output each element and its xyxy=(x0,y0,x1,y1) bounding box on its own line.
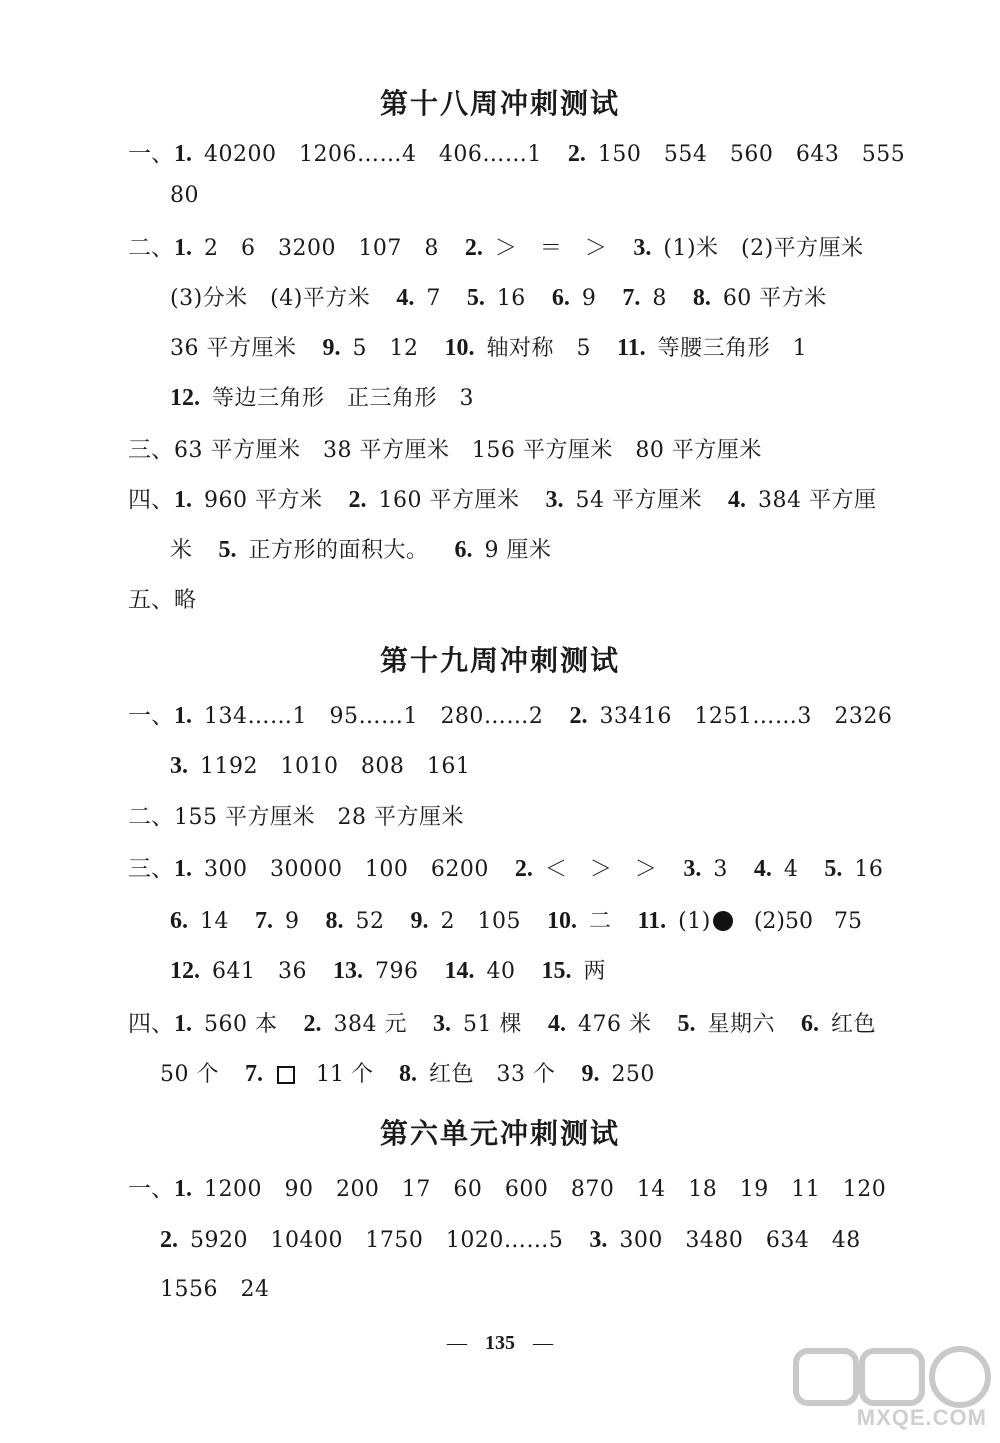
question-number: 1. xyxy=(174,235,192,261)
answer-line xyxy=(170,955,606,988)
answer-line xyxy=(128,853,883,886)
answer-value: (1) xyxy=(678,909,711,934)
question-number: 3. xyxy=(633,235,652,261)
question-number: 8. xyxy=(398,1061,417,1087)
question-number: 4. xyxy=(396,285,415,311)
question-number: 9. xyxy=(581,1061,600,1087)
question-number: 8. xyxy=(692,285,711,311)
answer-value-continued: 11 个 xyxy=(295,1062,373,1087)
answer-value: 50 个 xyxy=(160,1062,219,1087)
question-number: 2. xyxy=(514,856,533,882)
question-number: 5. xyxy=(824,856,843,882)
answer-value: 40200 1206……4 406……1 xyxy=(204,142,542,167)
answer-line xyxy=(160,1274,269,1306)
answer-value: 9 xyxy=(581,286,597,311)
question-number: 15. xyxy=(541,958,572,984)
answer-value: 641 36 xyxy=(212,959,307,984)
answer-value: 2 6 3200 107 8 xyxy=(204,236,439,261)
question-number: 3. xyxy=(589,1227,608,1253)
answer-value: 正方形的面积大。 xyxy=(248,538,429,563)
answer-line xyxy=(128,801,464,834)
answer-value: 33416 1251……3 2326 xyxy=(599,704,893,729)
answer-line xyxy=(128,700,892,733)
question-number: 11. xyxy=(616,335,646,361)
answer-line xyxy=(170,282,827,315)
answer-value: (1)米 (2)平方厘米 xyxy=(663,236,864,261)
answer-value: 等边三角形 正三角形 3 xyxy=(212,386,474,411)
answer-value: 红色 xyxy=(831,1012,877,1037)
answer-line xyxy=(170,180,199,212)
question-number: 1. xyxy=(174,487,192,513)
answer-line xyxy=(170,332,807,365)
question-number: 2. xyxy=(569,703,588,729)
answer-value: 134……1 95……1 280……2 xyxy=(204,704,544,729)
answer-value: ＜ ＞ ＞ xyxy=(544,857,658,882)
question-number: 12. xyxy=(170,385,200,411)
answer-value: 2 105 xyxy=(440,909,521,934)
question-number: 12. xyxy=(170,958,200,984)
question-number: 11. xyxy=(637,908,667,934)
answer-line xyxy=(170,382,474,415)
answer-value: 80 xyxy=(170,183,199,208)
answer-line xyxy=(128,434,762,467)
answer-value: 155 平方厘米 28 平方厘米 xyxy=(174,805,464,830)
question-number: 2. xyxy=(303,1011,322,1037)
question-number: 2. xyxy=(567,141,586,167)
answer-value: 160 平方厘米 xyxy=(378,488,520,513)
answer-value: (3)分米 (4)平方米 xyxy=(170,286,371,311)
answer-line xyxy=(160,1058,655,1091)
section-title: 第六单元冲刺测试 xyxy=(379,1117,620,1150)
question-number: 13. xyxy=(332,958,363,984)
question-number: 3. xyxy=(545,487,564,513)
answer-value: 300 3480 634 48 xyxy=(619,1228,861,1253)
question-number: 7. xyxy=(255,908,273,934)
question-number: 7. xyxy=(245,1061,263,1087)
question-number: 6. xyxy=(170,908,188,934)
answer-value: 米 xyxy=(170,538,193,563)
answer-value: 5 12 xyxy=(352,336,419,361)
answer-value: 476 米 xyxy=(578,1012,652,1037)
answer-value: 16 xyxy=(496,286,526,311)
answer-value: 52 xyxy=(355,909,385,934)
answer-value: 16 xyxy=(854,857,884,882)
question-number: 10. xyxy=(444,335,475,361)
answer-value: 等腰三角形 1 xyxy=(657,336,808,361)
answer-value: 1192 1010 808 161 xyxy=(200,754,471,779)
answer-value: 300 30000 100 6200 xyxy=(204,857,489,882)
question-number: 6. xyxy=(454,537,473,563)
question-number: 3. xyxy=(170,753,188,779)
question-number: 5. xyxy=(218,537,237,563)
question-number: 2. xyxy=(464,235,483,261)
question-number: 5. xyxy=(466,285,485,311)
answer-value: 星期六 xyxy=(707,1012,776,1037)
answer-value: 54 平方厘米 xyxy=(575,488,702,513)
section-marker: 四、 xyxy=(128,1011,174,1037)
answer-value: 轴对称 5 xyxy=(486,336,591,361)
question-number: 1. xyxy=(174,1176,192,1202)
answer-value: 7 xyxy=(426,286,441,311)
answer-line xyxy=(170,750,470,783)
question-number: 3. xyxy=(683,856,702,882)
square-icon xyxy=(277,1066,295,1084)
answer-value: 384 元 xyxy=(333,1012,407,1037)
question-number: 14. xyxy=(444,958,475,984)
answer-line xyxy=(128,584,197,617)
question-number: 1. xyxy=(174,856,192,882)
question-number: 1. xyxy=(174,703,192,729)
answer-line xyxy=(170,905,862,938)
answer-value: 8 xyxy=(652,286,667,311)
section-marker: 三、 xyxy=(128,856,174,882)
watermark-logo xyxy=(790,1345,995,1437)
section-marker: 一、 xyxy=(128,141,174,167)
answer-value: 9 xyxy=(285,909,300,934)
answer-line xyxy=(128,1173,886,1206)
answer-line xyxy=(128,484,877,517)
question-number: 10. xyxy=(546,908,577,934)
question-number: 5. xyxy=(677,1011,696,1037)
section-marker: 一、 xyxy=(128,703,174,729)
question-number: 2. xyxy=(348,487,367,513)
question-number: 2. xyxy=(160,1227,178,1253)
answer-value: 796 xyxy=(374,959,419,984)
page-number: — 135 — xyxy=(447,1332,553,1354)
question-number: 1. xyxy=(174,141,192,167)
section-marker: 二、 xyxy=(128,804,174,830)
section-marker: 三、 xyxy=(128,437,174,463)
answer-value: 150 554 560 643 555 xyxy=(597,142,906,167)
section-marker: 五、 xyxy=(128,587,174,613)
answer-value: 1556 24 xyxy=(160,1277,270,1302)
answer-value: 384 平方厘 xyxy=(758,488,877,513)
question-number: 4. xyxy=(728,487,746,513)
answer-value-continued: (2)50 75 xyxy=(732,909,862,934)
answer-line xyxy=(128,138,905,171)
answer-value: 250 xyxy=(611,1062,655,1087)
section-title: 第十九周冲刺测试 xyxy=(379,644,620,677)
question-number: 4. xyxy=(753,856,772,882)
answer-line xyxy=(128,232,864,265)
question-number: 9. xyxy=(322,335,341,361)
question-number: 7. xyxy=(622,285,641,311)
answer-value: 3 xyxy=(713,857,728,882)
answer-value: 60 平方米 xyxy=(722,286,827,311)
section-marker: 一、 xyxy=(128,1176,174,1202)
answer-value: 4 xyxy=(783,857,799,882)
answer-value: 9 厘米 xyxy=(484,538,552,563)
answer-value: 5920 10400 1750 1020……5 xyxy=(190,1228,564,1253)
answer-value: 960 平方米 xyxy=(204,488,323,513)
question-number: 8. xyxy=(325,908,344,934)
filled-circle-icon xyxy=(713,911,733,931)
answer-value: 560 本 xyxy=(204,1012,278,1037)
answer-value: ＞ ＝ ＞ xyxy=(494,236,608,261)
answer-value: 1200 90 200 17 60 600 870 14 18 19 11 120 xyxy=(204,1177,887,1202)
answer-value: 36 平方厘米 xyxy=(170,336,297,361)
question-number: 9. xyxy=(410,908,429,934)
answer-value: 红色 33 个 xyxy=(428,1062,556,1087)
answer-value: 40 xyxy=(486,959,516,984)
watermark-text: MXQE.COM xyxy=(856,1405,987,1430)
question-number: 6. xyxy=(801,1011,820,1037)
answer-value: 略 xyxy=(174,588,197,613)
section-marker: 四、 xyxy=(128,487,174,513)
answer-value: 63 平方厘米 38 平方厘米 156 平方厘米 80 平方厘米 xyxy=(174,438,762,463)
answer-value: 两 xyxy=(583,959,606,984)
answer-value: 二 xyxy=(588,909,612,934)
answer-value: 14 xyxy=(200,909,229,934)
section-title: 第十八周冲刺测试 xyxy=(379,87,620,120)
answer-value: 51 棵 xyxy=(463,1012,522,1037)
answer-line xyxy=(170,534,552,567)
answer-line xyxy=(128,1008,876,1041)
question-number: 6. xyxy=(551,285,570,311)
question-number: 4. xyxy=(548,1011,566,1037)
section-marker: 二、 xyxy=(128,235,174,261)
answer-line xyxy=(160,1224,861,1257)
question-number: 3. xyxy=(433,1011,451,1037)
question-number: 1. xyxy=(174,1011,192,1037)
